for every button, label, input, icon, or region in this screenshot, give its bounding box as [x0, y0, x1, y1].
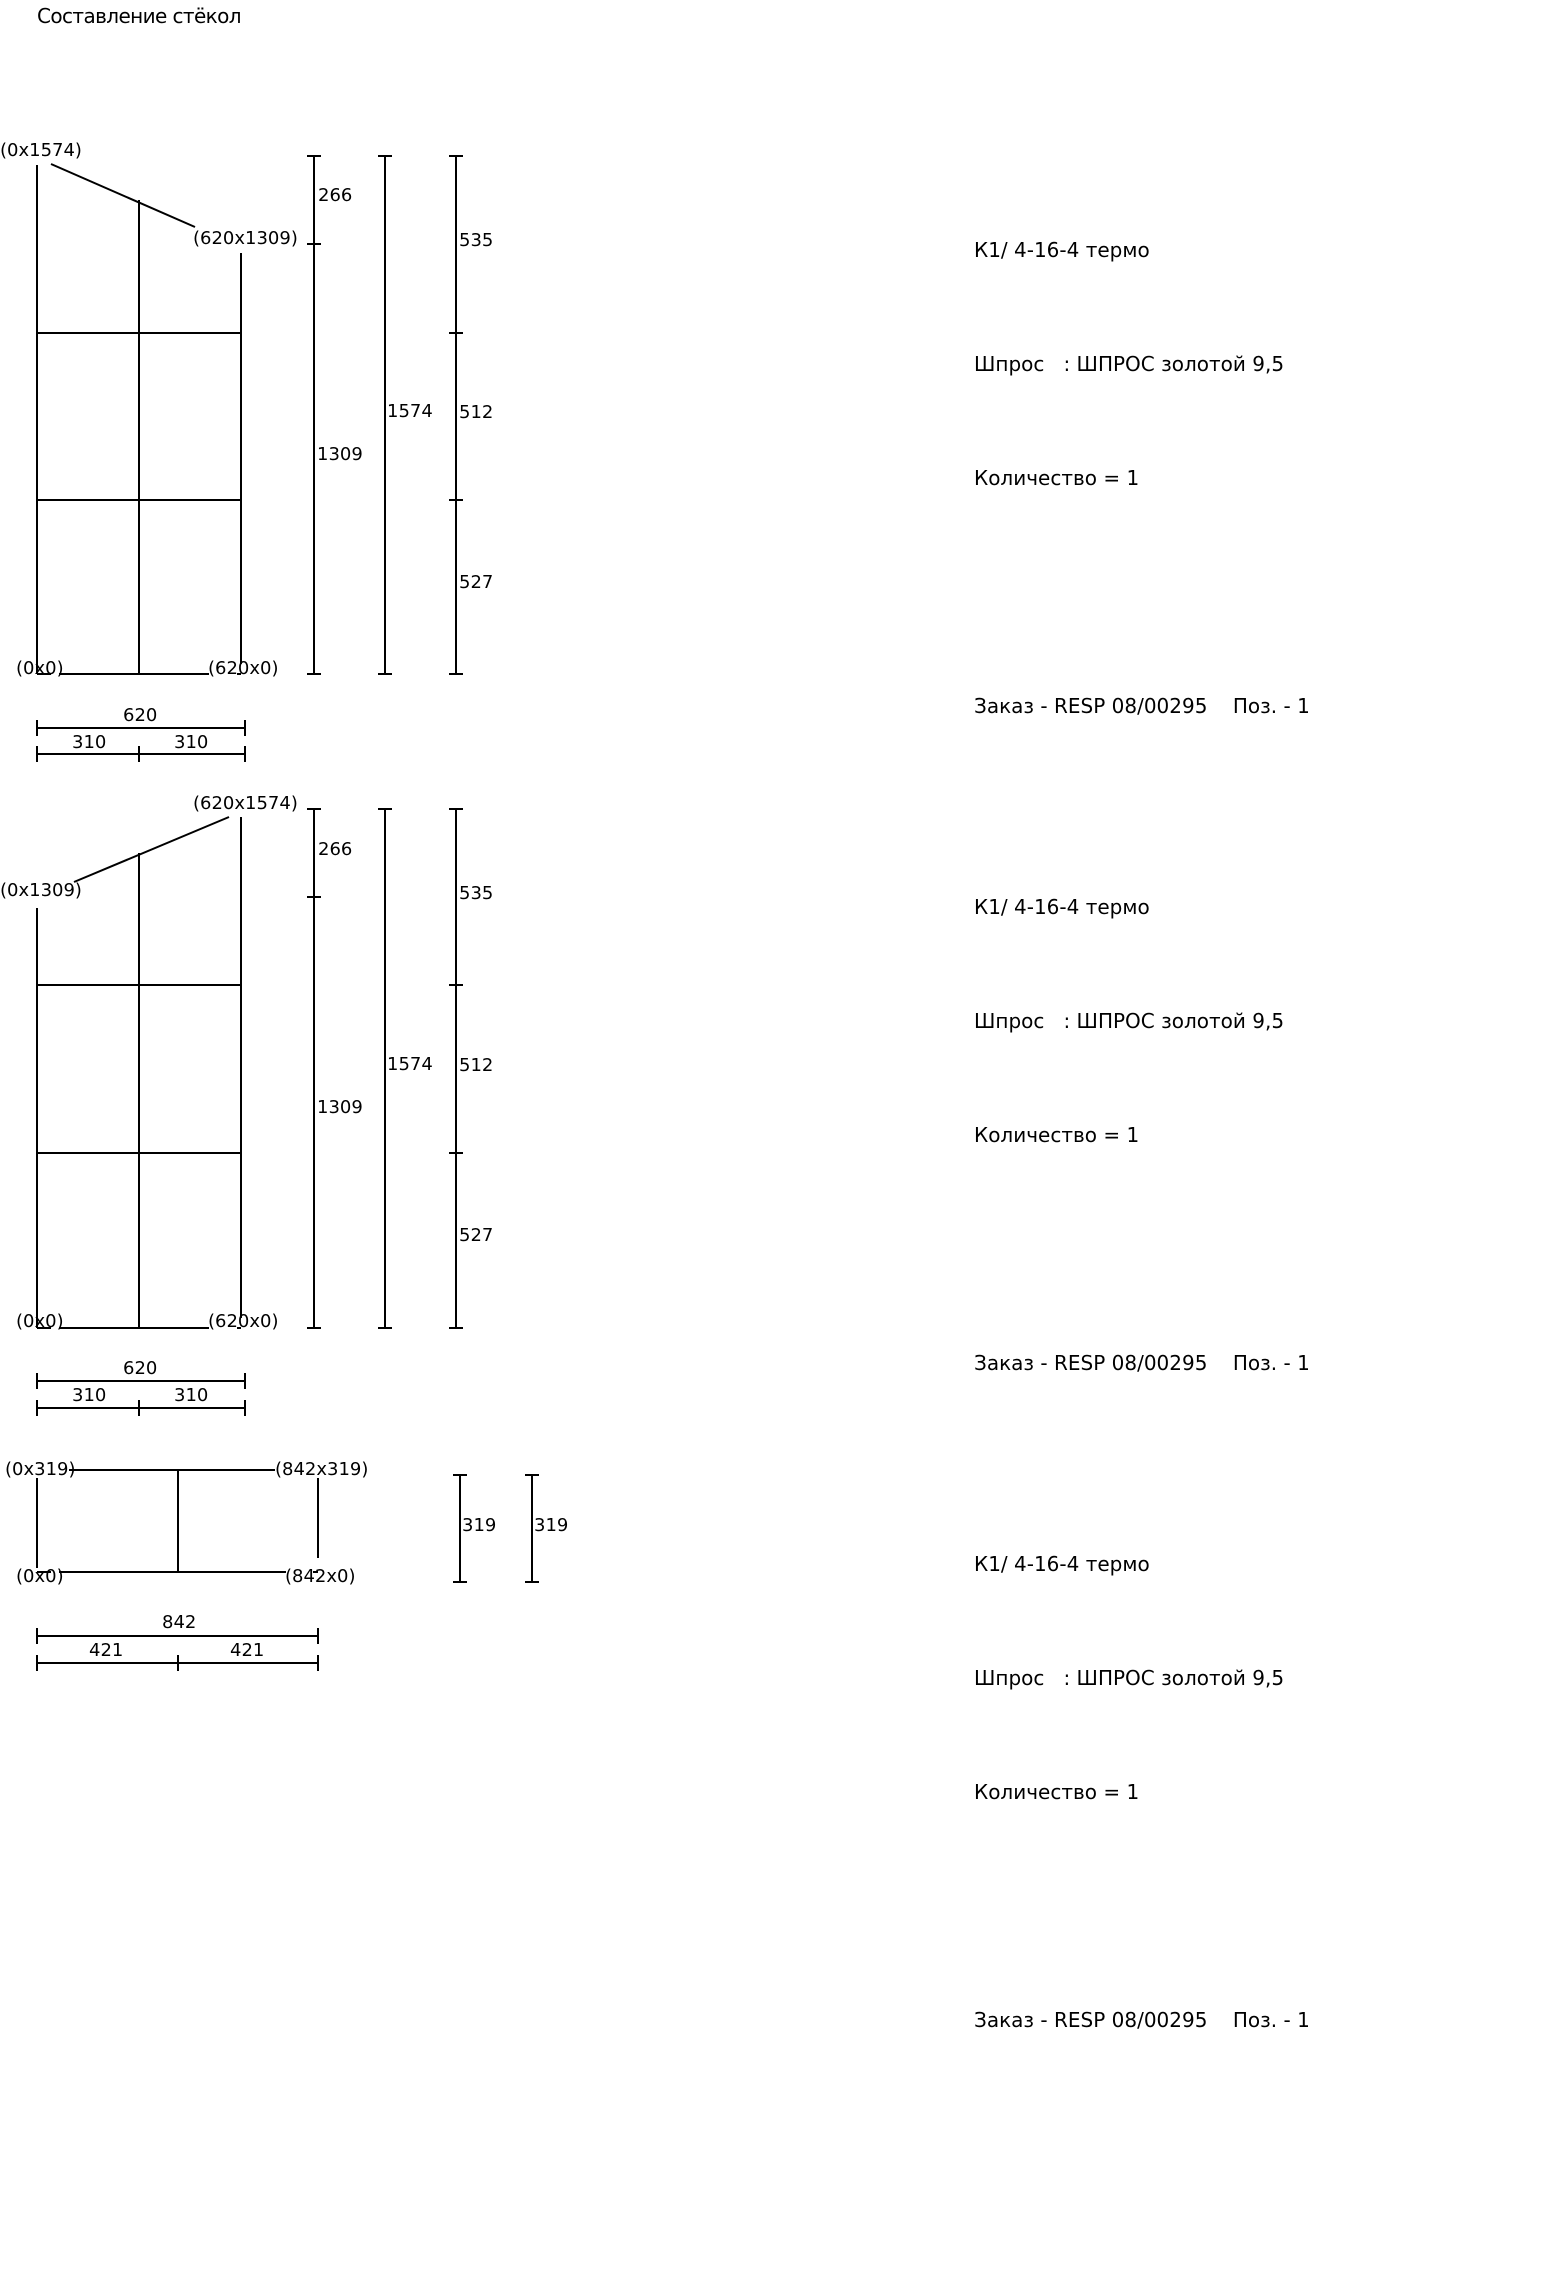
glass-2-width-seg-1: 310	[72, 1385, 107, 1406]
glass-1-drawing	[0, 140, 493, 762]
glass-2-drawing	[0, 793, 493, 1416]
glass-2-shpros-dim-1: 535	[459, 883, 494, 904]
glass-3-order: Заказ - RESP 08/00295	[974, 2008, 1208, 2032]
glass-3-width-total: 842	[162, 1612, 197, 1633]
glass-3-drawing	[5, 1459, 568, 1671]
glass-2-order-row	[974, 1344, 1310, 1382]
glass-2-height-dim-lines	[307, 809, 463, 1328]
glass-3-formula: К1/ 4-16-4 термо	[974, 1552, 1150, 1576]
glass-2-corner-bottom-right: (620x0)	[208, 1311, 279, 1332]
glass-3-shpros-info: Шпрос : ШПРОС золотой 9,5	[974, 1666, 1285, 1690]
glass-1-dim-1309: 1309	[317, 444, 363, 465]
glass-1-shpros-dim-2: 512	[459, 402, 494, 423]
page-title: Составление стёкол	[37, 4, 241, 28]
glass-1-width-total: 620	[123, 705, 158, 726]
glass-2-shpros-info: Шпрос : ШПРОС золотой 9,5	[974, 1009, 1285, 1033]
glass-3-dim-total: 319	[534, 1515, 569, 1536]
glass-1-dim-1574: 1574	[387, 401, 433, 422]
glass-3-width-seg-2: 421	[230, 1640, 265, 1661]
glass-1-width-seg-2: 310	[174, 732, 209, 753]
glass-2-dim-1574: 1574	[387, 1054, 433, 1075]
glass-1-info	[974, 155, 1310, 763]
glass-2-info	[974, 812, 1310, 1420]
glass-2-quantity: Количество = 1	[974, 1123, 1140, 1147]
glass-3-position: Поз. - 1	[1232, 2008, 1310, 2032]
glass-1-position: Поз. - 1	[1232, 694, 1310, 718]
glass-1-corner-bottom-left: (0x0)	[16, 658, 64, 679]
glass-3-shpros-dim: 319	[462, 1515, 497, 1536]
glass-1-dim-266: 266	[318, 185, 353, 206]
glass-1-formula: К1/ 4-16-4 термо	[974, 238, 1150, 262]
glass-3-width-dim-lines	[37, 1628, 318, 1671]
glass-1-corner-top-right: (620x1309)	[193, 228, 298, 249]
glass-1-corner-bottom-right: (620x0)	[208, 658, 279, 679]
glass-1-height-dim-lines	[307, 156, 463, 674]
glass-2-width-total: 620	[123, 1358, 158, 1379]
glass-3-order-row	[974, 2001, 1310, 2039]
glass-3-quantity: Количество = 1	[974, 1780, 1140, 1804]
glass-2-position: Поз. - 1	[1232, 1351, 1310, 1375]
glass-1-order: Заказ - RESP 08/00295	[974, 694, 1208, 718]
glass-3-width-seg-1: 421	[89, 1640, 124, 1661]
glass-2-corner-bottom-left: (0x0)	[16, 1311, 64, 1332]
glass-2-width-dim-lines	[37, 1373, 245, 1416]
glass-3-corner-bottom-right: (842x0)	[285, 1566, 356, 1587]
glass-1-shpros-dim-3: 527	[459, 572, 494, 593]
glass-1-corner-top-left: (0x1574)	[0, 140, 82, 161]
glass-3-corner-top-right: (842x319)	[275, 1459, 369, 1480]
glass-1-shpros-dim-1: 535	[459, 230, 494, 251]
glass-2-dim-1309: 1309	[317, 1097, 363, 1118]
glass-1-quantity: Количество = 1	[974, 466, 1140, 490]
glass-2-corner-top-left: (0x1309)	[0, 880, 82, 901]
glass-2-shpros-dim-2: 512	[459, 1055, 494, 1076]
glass-2-width-seg-2: 310	[174, 1385, 209, 1406]
glass-1-shpros-info: Шпрос : ШПРОС золотой 9,5	[974, 352, 1285, 376]
glass-1-order-row	[974, 687, 1310, 725]
glass-2-shpros-dim-3: 527	[459, 1225, 494, 1246]
glass-1-width-seg-1: 310	[72, 732, 107, 753]
glass-2-dim-266: 266	[318, 839, 353, 860]
glass-2-corner-top-right: (620x1574)	[193, 793, 298, 814]
glass-1-shpros	[37, 200, 241, 674]
glass-3-corner-bottom-left: (0x0)	[16, 1566, 64, 1587]
glass-2-shpros	[37, 853, 241, 1328]
glass-2-formula: К1/ 4-16-4 термо	[974, 895, 1150, 919]
glass-1-width-dim-lines	[37, 720, 245, 762]
glass-3-corner-top-left: (0x319)	[5, 1459, 76, 1480]
glass-3-info	[974, 1469, 1310, 2077]
glass-2-order: Заказ - RESP 08/00295	[974, 1351, 1208, 1375]
